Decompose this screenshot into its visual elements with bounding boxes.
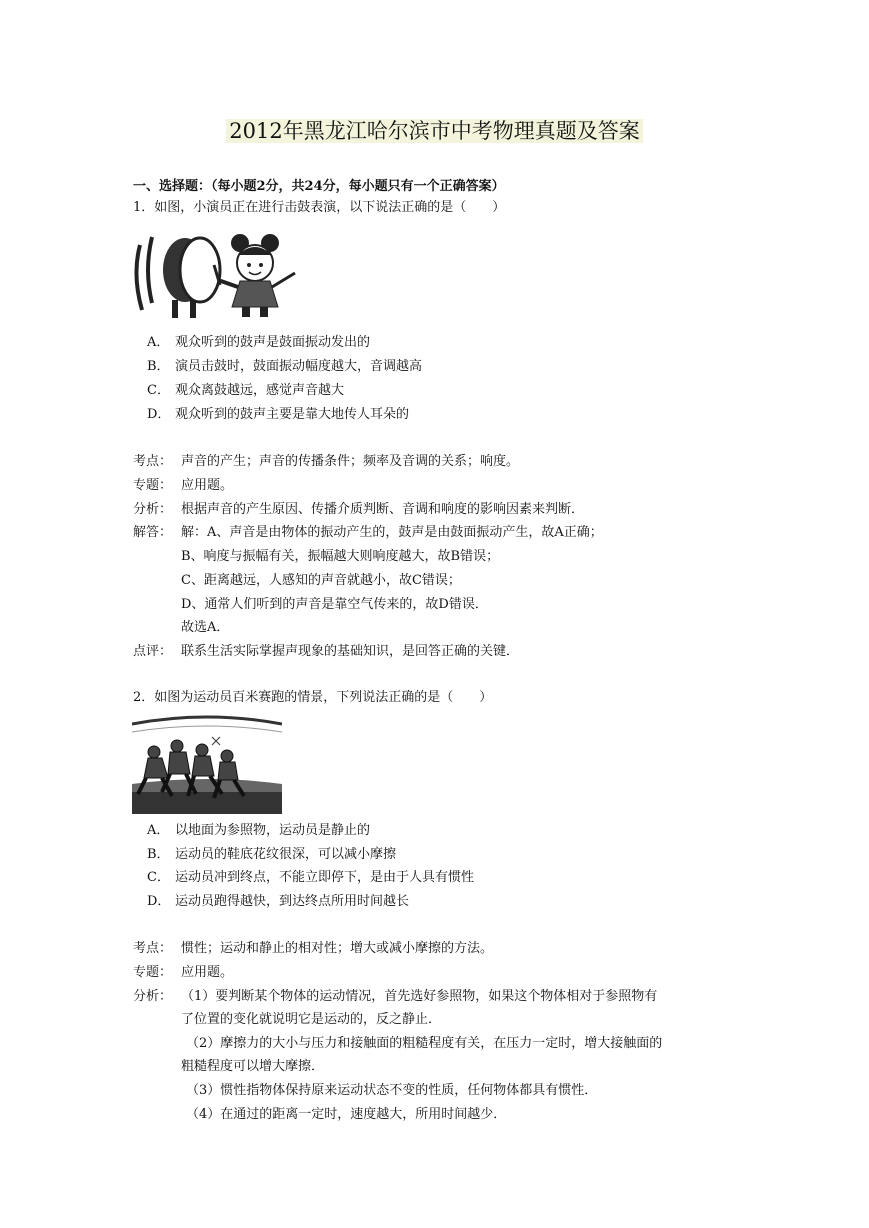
q1-kaodian: 考点： 声音的产生；声音的传播条件；频率及音调的关系；响度。 xyxy=(133,454,520,469)
q1-jieda: 解答： 解：A、声音是由物体的振动产生的，鼓声是由鼓面振动产生，故A正确； xyxy=(133,525,603,540)
q2-option-b: B． 运动员的鞋底花纹很深，可以减小摩擦 xyxy=(147,847,397,862)
q2-option-d: D． 运动员跑得越快，到达终点所用时间越长 xyxy=(147,894,410,909)
q1-zhuanti: 专题： 应用题。 xyxy=(133,478,234,493)
q2-fenxi: 分析： （1）要判断某个物体的运动情况，首先选好参照物，如果这个物体相对于参照物有 xyxy=(133,989,658,1004)
q2-fenxi-line: 了位置的变化就说明它是运动的，反之静止． xyxy=(181,1012,442,1027)
q1-fenxi: 分析： 根据声音的产生原因、传播介质判断、音调和响度的影响因素来判断． xyxy=(133,502,585,517)
q1-stem: 1．如图，小演员正在进行击鼓表演，以下说法正确的是（ ） xyxy=(133,200,506,215)
q2-option-c: C． 运动员冲到终点，不能立即停下，是由于人具有惯性 xyxy=(147,870,475,885)
q2-stem: 2．如图为运动员百米赛跑的情景，下列说法正确的是（ ） xyxy=(133,690,493,705)
q2-option-a: A． 以地面为参照物，运动员是静止的 xyxy=(147,823,371,838)
q2-fenxi-line: （2）摩擦力的大小与压力和接触面的粗糙程度有关，在压力一定时，增大接触面的 xyxy=(186,1036,663,1051)
q2-kaodian: 考点： 惯性；运动和静止的相对性；增大或减小摩擦的方法。 xyxy=(133,941,494,956)
q1-option-c: C． 观众离鼓越远，感觉声音越大 xyxy=(147,383,345,398)
q2-zhuanti: 专题： 应用题。 xyxy=(133,965,234,980)
q1-dianping: 点评： 联系生活实际掌握声现象的基础知识，是回答正确的关键． xyxy=(133,644,520,659)
q1-jieda-line: D、通常人们听到的声音是靠空气传来的，故D错误． xyxy=(181,597,488,612)
q1-jieda-line: B、响度与振幅有关，振幅越大则响度越大，故B错误； xyxy=(181,549,500,564)
q1-jieda-line: C、距离越远，人感知的声音就越小，故C错误； xyxy=(181,573,461,588)
q2-fenxi-line: 粗糙程度可以增大摩擦． xyxy=(181,1059,325,1074)
section-heading: 一、选择题：（每小题2分，共24分，每小题只有一个正确答案） xyxy=(133,179,505,194)
q2-fenxi-line: （4）在通过的距离一定时，速度越大，所用时间越少． xyxy=(186,1107,507,1122)
sprinters-figure xyxy=(132,712,282,814)
drummer-figure xyxy=(130,225,300,325)
q1-option-a: A． 观众听到的鼓声是鼓面振动发出的 xyxy=(147,335,371,350)
q1-jieda-line: 故选A． xyxy=(181,620,230,635)
page-title xyxy=(0,116,869,146)
q1-option-d: D． 观众听到的鼓声主要是靠大地传人耳朵的 xyxy=(147,407,410,422)
page-title-text: 2012年黑龙江哈尔滨市中考物理真题及答案 xyxy=(226,119,642,143)
q2-fenxi-line: （3）惯性指物体保持原来运动状态不变的性质，任何物体都具有惯性． xyxy=(186,1083,598,1098)
q1-option-b: B． 演员击鼓时，鼓面振动幅度越大，音调越高 xyxy=(147,359,423,374)
